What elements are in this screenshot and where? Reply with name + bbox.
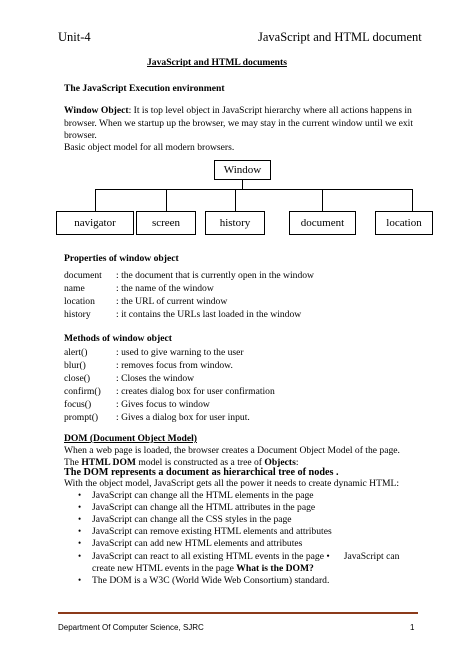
bullet-icon: • <box>78 502 82 512</box>
bullet-icon: • <box>78 538 82 548</box>
window-object-para-line4: Basic object model for all modern browsers. <box>64 142 235 153</box>
property-row <box>64 270 314 281</box>
dom-line2-text: model is constructed as a tree of <box>135 457 265 468</box>
property-row <box>64 309 301 320</box>
diagram-node-window: Window <box>214 160 271 180</box>
diagram-node-history: history <box>205 211 265 235</box>
diagram-node-navigator: navigator <box>56 211 134 235</box>
method-row <box>64 347 244 358</box>
property-name: history <box>64 309 91 320</box>
property-desc: : the URL of current window <box>116 296 228 307</box>
methods-heading: Methods of window object <box>64 333 172 344</box>
bullet-icon: • <box>78 514 82 524</box>
diagram-node-location: location <box>375 211 433 235</box>
diagram-node-screen: screen <box>136 211 196 235</box>
dom-bullet: JavaScript can remove existing HTML elements and attributes <box>92 526 332 537</box>
method-name: prompt() <box>64 412 99 423</box>
header-title: JavaScript and HTML document <box>258 30 422 44</box>
window-object-para-line1 <box>64 105 412 116</box>
footer-department: Department Of Computer Science, SJRC <box>58 623 204 632</box>
para-text: : It is top level object in JavaScript hierarchy where all actions happens in <box>128 105 412 116</box>
properties-heading: Properties of window object <box>64 253 179 264</box>
footer-rule <box>58 612 418 614</box>
method-desc: : Gives a dialog box for user input. <box>116 412 250 423</box>
dom-heading: DOM (Document Object Model) <box>64 433 197 444</box>
dom-line4: With the object model, JavaScript gets all the power it needs to create dynamic HTML: <box>64 478 400 489</box>
method-desc: : used to give warning to the user <box>116 347 244 358</box>
section-heading-execution: The JavaScript Execution environment <box>64 83 225 94</box>
method-row <box>64 399 210 410</box>
dom-line1: When a web page is loaded, the browser creates a Document Object Model of the page. <box>64 445 400 456</box>
diagram-connector <box>322 189 323 211</box>
method-name: confirm() <box>64 386 101 397</box>
property-name: document <box>64 270 102 281</box>
what-is-dom-question: What is the DOM? <box>236 563 314 574</box>
property-row <box>64 283 214 294</box>
method-name: blur() <box>64 360 86 371</box>
dom-line2-text: : <box>295 457 299 468</box>
dom-bullet-6-text: JavaScript can <box>343 551 400 562</box>
method-name: close() <box>64 373 91 384</box>
dom-bullet: JavaScript can change all the CSS styles in the page <box>92 514 292 525</box>
method-row <box>64 373 194 384</box>
method-row <box>64 386 275 397</box>
method-desc: : creates dialog box for user confirmation <box>116 386 275 397</box>
property-row <box>64 296 227 307</box>
html-dom-term: HTML DOM <box>81 457 136 468</box>
window-object-label: Window Object <box>64 105 129 116</box>
bullet-icon: • <box>78 490 82 500</box>
dom-line2-text: The <box>64 457 82 468</box>
dom-bullet-6-cont <box>92 563 314 574</box>
method-name: focus() <box>64 399 92 410</box>
diagram-node-document: document <box>289 211 356 235</box>
dom-bullet-6 <box>92 551 399 562</box>
diagram-connector <box>242 180 243 189</box>
diagram-connector <box>166 189 167 211</box>
property-desc: : the document that is currently open in the window <box>116 270 314 281</box>
doc-title: JavaScript and HTML documents <box>147 57 287 68</box>
bullet-icon: • <box>78 575 82 585</box>
method-desc: : Closes the window <box>116 373 195 384</box>
dom-bullet: JavaScript can add new HTML elements and attributes <box>92 538 303 549</box>
footer-page-number: 1 <box>410 623 415 632</box>
bullet-icon: • <box>78 526 82 536</box>
method-row <box>64 360 233 371</box>
property-name: name <box>64 283 85 294</box>
dom-bullet-6-cont-text: create new HTML events in the page <box>92 563 237 574</box>
method-name: alert() <box>64 347 88 358</box>
window-object-para-line3: browser. <box>64 130 97 141</box>
objects-term: Objects <box>264 457 296 468</box>
dom-bullet: JavaScript can change all the HTML elements in the page <box>92 490 314 501</box>
diagram-connector <box>412 189 413 211</box>
dom-line3: The DOM represents a document as hierarchical tree of nodes . <box>64 467 339 478</box>
dom-bullet: The DOM is a W3C (World Wide Web Consortium) standard. <box>92 575 330 586</box>
diagram-connector <box>235 189 236 211</box>
diagram-connector <box>95 189 96 211</box>
method-row <box>64 412 250 423</box>
property-desc: : it contains the URLs last loaded in the window <box>116 309 302 320</box>
window-object-para-line2: browser. When we startup up the browser, we may stay in the current window until we exit <box>64 118 413 129</box>
dom-bullet: JavaScript can change all the HTML attributes in the page <box>92 502 316 513</box>
property-desc: : the name of the window <box>116 283 214 294</box>
method-desc: : removes focus from window. <box>116 360 233 371</box>
header-unit: Unit-4 <box>58 30 91 44</box>
bullet-icon: • <box>78 551 82 561</box>
dom-bullet-6-text: JavaScript can react to all existing HTML events in the page • <box>92 551 330 562</box>
property-name: location <box>64 296 95 307</box>
diagram-connector <box>95 189 412 190</box>
method-desc: : Gives focus to window <box>116 399 210 410</box>
